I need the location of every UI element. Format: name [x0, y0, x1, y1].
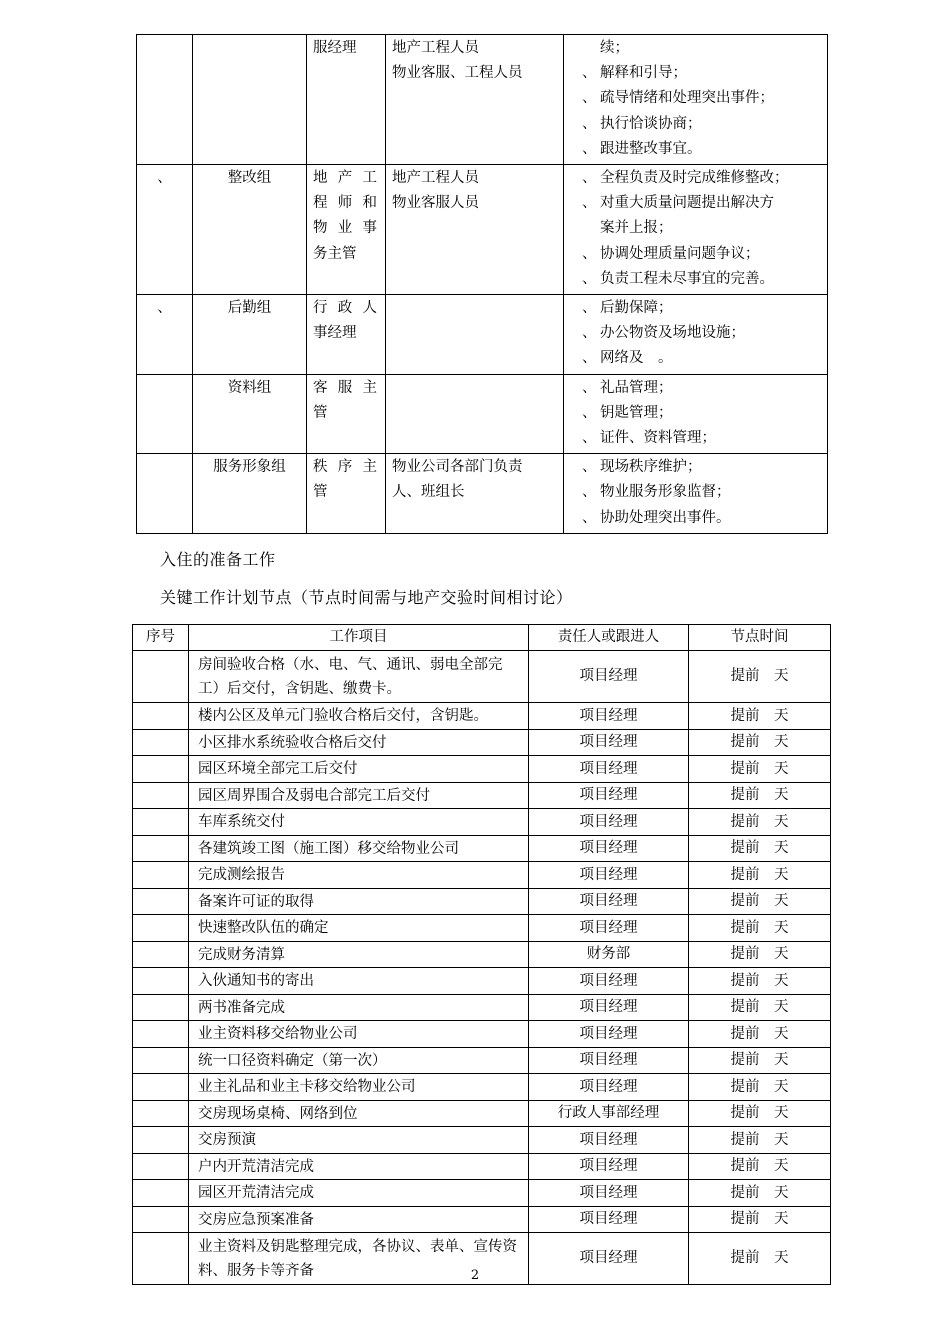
duty-line	[570, 480, 821, 505]
duty-text: 协助处理突出事件。	[600, 509, 731, 526]
table-row	[133, 835, 831, 862]
table-row	[133, 994, 831, 1021]
plan-no-cell	[133, 1047, 189, 1074]
group-leader-cell	[307, 454, 386, 534]
leader-line: 秩序主	[313, 459, 377, 476]
plan-responsible-cell: 项目经理	[529, 729, 689, 756]
group-leader-cell	[307, 165, 386, 295]
group-duties-cell	[564, 374, 828, 454]
plan-time-cell: 提前 天	[689, 994, 831, 1021]
plan-item-cell: 业主礼品和业主卡移交给物业公司	[189, 1074, 529, 1101]
plan-time-cell: 提前 天	[689, 941, 831, 968]
table-row	[133, 1021, 831, 1048]
group-name-cell: 服务形象组	[193, 454, 307, 534]
plan-time-cell: 提前 天	[689, 651, 831, 703]
group-duties-cell	[564, 165, 828, 295]
plan-responsible-cell: 项目经理	[529, 1127, 689, 1154]
duty-marker: 、	[582, 300, 597, 317]
leader-line: 服经理	[313, 40, 357, 56]
duty-line	[570, 376, 821, 401]
table-row	[133, 1127, 831, 1154]
plan-time-cell: 提前 天	[689, 1233, 831, 1285]
duty-line	[570, 242, 821, 267]
table-row	[133, 915, 831, 942]
duty-marker: 、	[582, 325, 597, 342]
plan-item-cell: 业主资料及钥匙整理完成，各协议、表单、宣传资料、服务卡等齐备	[189, 1233, 529, 1285]
member-line: 地产工程人员	[392, 170, 479, 187]
plan-no-cell	[133, 1100, 189, 1127]
duty-text: 解释和引导；	[600, 65, 687, 82]
plan-time-cell: 提前 天	[689, 1021, 831, 1048]
plan-responsible-cell: 项目经理	[529, 809, 689, 836]
group-leader-cell	[307, 374, 386, 454]
duty-marker: 、	[582, 115, 597, 132]
duty-marker: 、	[582, 195, 597, 212]
plan-no-cell	[133, 1074, 189, 1101]
member-line: 物业公司各部门负责	[392, 459, 523, 476]
group-members-cell	[386, 35, 564, 165]
member-line: 人、班组长	[392, 484, 465, 501]
duty-line	[570, 166, 821, 191]
duty-line	[570, 36, 821, 61]
plan-responsible-cell: 项目经理	[529, 1153, 689, 1180]
leader-line: 客服主	[313, 379, 377, 396]
leader-line: 地产工	[313, 170, 377, 187]
group-members-cell	[386, 374, 564, 454]
plan-item-cell: 交房应急预案准备	[189, 1206, 529, 1233]
duty-line	[570, 296, 821, 321]
group-duties-cell	[564, 35, 828, 165]
duty-text: 续；	[600, 40, 629, 56]
table-row	[137, 35, 828, 165]
plan-responsible-cell: 项目经理	[529, 782, 689, 809]
plan-no-cell	[133, 862, 189, 889]
member-line: 地产工程人员	[392, 40, 479, 56]
duty-line	[570, 86, 821, 111]
plan-responsible-cell: 项目经理	[529, 994, 689, 1021]
table-row	[137, 454, 828, 534]
duty-line	[570, 321, 821, 346]
group-members-cell	[386, 295, 564, 375]
plan-responsible-cell: 项目经理	[529, 1021, 689, 1048]
table-row	[137, 374, 828, 454]
plan-no-cell	[133, 1206, 189, 1233]
duty-text: 证件、资料管理；	[600, 430, 716, 447]
plan-time-cell: 提前 天	[689, 888, 831, 915]
group-members-cell	[386, 165, 564, 295]
duty-marker: 、	[582, 379, 597, 396]
plan-item-cell: 车库系统交付	[189, 809, 529, 836]
duty-line	[570, 267, 821, 292]
plan-item-cell: 园区周界围合及弱电合部完工后交付	[189, 782, 529, 809]
plan-responsible-cell: 项目经理	[529, 888, 689, 915]
duty-text: 礼品管理；	[600, 379, 673, 396]
plan-item-cell: 园区环境全部完工后交付	[189, 756, 529, 783]
plan-item-cell: 业主资料移交给物业公司	[189, 1021, 529, 1048]
plan-item-cell: 入伙通知书的寄出	[189, 968, 529, 995]
duty-line	[570, 137, 821, 162]
plan-time-cell: 提前 天	[689, 1206, 831, 1233]
plan-responsible-cell: 项目经理	[529, 703, 689, 730]
plan-responsible-cell: 项目经理	[529, 1047, 689, 1074]
plan-item-cell: 各建筑竣工图（施工图）移交给物业公司	[189, 835, 529, 862]
table-row	[133, 888, 831, 915]
duty-text: 协调处理质量问题争议；	[600, 245, 760, 262]
plan-item-cell: 交房预演	[189, 1127, 529, 1154]
duty-line	[570, 346, 821, 371]
duty-marker: 、	[582, 430, 597, 447]
table-row	[133, 968, 831, 995]
duty-marker: 、	[582, 90, 597, 107]
plan-no-cell	[133, 651, 189, 703]
plan-time-cell: 提前 天	[689, 1153, 831, 1180]
plan-time-cell: 提前 天	[689, 1047, 831, 1074]
group-duties-cell	[564, 295, 828, 375]
duty-marker: 、	[582, 459, 597, 476]
plan-item-cell: 房间验收合格（水、电、气、通讯、弱电全部完工）后交付，含钥匙、缴费卡。	[189, 651, 529, 703]
duty-line	[570, 455, 821, 480]
plan-responsible-cell: 项目经理	[529, 1206, 689, 1233]
table-row	[133, 862, 831, 889]
plan-responsible-cell: 项目经理	[529, 835, 689, 862]
duty-text: 疏导情绪和处理突出事件；	[600, 90, 774, 107]
plan-no-cell	[133, 968, 189, 995]
plan-responsible-cell: 项目经理	[529, 968, 689, 995]
table-row	[133, 1153, 831, 1180]
duty-marker: 、	[582, 350, 597, 367]
page-number: 2	[470, 1268, 480, 1283]
duty-marker: 、	[582, 65, 597, 82]
leader-line: 务主管	[313, 245, 357, 262]
plan-time-cell: 提前 天	[689, 729, 831, 756]
group-name-cell: 整改组	[193, 165, 307, 295]
table-row	[137, 165, 828, 295]
member-line: 物业客服人员	[392, 195, 479, 212]
duty-text: 全程负责及时完成维修整改；	[600, 170, 789, 187]
duty-marker: 、	[582, 509, 597, 526]
plan-time-cell: 提前 天	[689, 809, 831, 836]
duty-marker: 、	[582, 245, 597, 262]
duty-marker: 、	[582, 270, 597, 287]
subsection-heading: 关键工作计划节点（节点时间需与地产交验时间相讨论）	[160, 588, 573, 607]
plan-item-cell: 园区开荒清洁完成	[189, 1180, 529, 1207]
plan-time-cell: 提前 天	[689, 703, 831, 730]
plan-time-cell: 提前 天	[689, 1180, 831, 1207]
plan-item-cell: 楼内公区及单元门验收合格后交付，含钥匙。	[189, 703, 529, 730]
duty-line	[570, 216, 821, 241]
plan-responsible-cell: 财务部	[529, 941, 689, 968]
plan-no-cell	[133, 941, 189, 968]
plan-responsible-cell: 项目经理	[529, 862, 689, 889]
plan-item-cell: 快速整改队伍的确定	[189, 915, 529, 942]
table-row	[133, 1100, 831, 1127]
plan-item-cell: 备案许可证的取得	[189, 888, 529, 915]
member-line: 物业客服、工程人员	[392, 65, 523, 82]
plan-no-cell	[133, 729, 189, 756]
plan-no-cell	[133, 703, 189, 730]
group-name-cell: 后勤组	[193, 295, 307, 375]
header-responsible: 责任人或跟进人	[529, 625, 689, 651]
duty-text: 对重大质量问题提出解决方	[600, 195, 774, 212]
table-row	[133, 941, 831, 968]
header-no: 序号	[133, 625, 189, 651]
plan-item-cell: 小区排水系统验收合格后交付	[189, 729, 529, 756]
table-row	[133, 1047, 831, 1074]
work-plan-table	[132, 624, 831, 1285]
row-number-cell	[137, 374, 193, 454]
plan-no-cell	[133, 835, 189, 862]
duty-line	[570, 61, 821, 86]
table-row	[133, 809, 831, 836]
plan-item-cell: 两书准备完成	[189, 994, 529, 1021]
plan-time-cell: 提前 天	[689, 835, 831, 862]
plan-time-cell: 提前 天	[689, 862, 831, 889]
leader-line: 管	[313, 484, 328, 501]
table-row	[133, 1180, 831, 1207]
plan-no-cell	[133, 1127, 189, 1154]
table-row	[137, 295, 828, 375]
plan-responsible-cell: 项目经理	[529, 1233, 689, 1285]
row-number-cell	[137, 454, 193, 534]
header-time: 节点时间	[689, 625, 831, 651]
duty-text: 负责工程未尽事宜的完善。	[600, 270, 774, 287]
duty-text: 案并上报；	[600, 220, 673, 237]
group-leader-cell	[307, 35, 386, 165]
table-row	[133, 756, 831, 783]
group-name-cell	[193, 35, 307, 165]
plan-time-cell: 提前 天	[689, 968, 831, 995]
plan-no-cell	[133, 782, 189, 809]
plan-time-cell: 提前 天	[689, 1100, 831, 1127]
plan-item-cell: 完成财务清算	[189, 941, 529, 968]
plan-no-cell	[133, 809, 189, 836]
plan-time-cell: 提前 天	[689, 756, 831, 783]
duty-line	[570, 506, 821, 531]
duty-line	[570, 112, 821, 137]
plan-no-cell	[133, 888, 189, 915]
plan-item-cell: 交房现场桌椅、网络到位	[189, 1100, 529, 1127]
group-duties-cell	[564, 454, 828, 534]
table-header-row	[133, 625, 831, 651]
plan-time-cell: 提前 天	[689, 915, 831, 942]
plan-time-cell: 提前 天	[689, 1127, 831, 1154]
plan-responsible-cell: 行政人事部经理	[529, 1100, 689, 1127]
plan-responsible-cell: 项目经理	[529, 1074, 689, 1101]
row-number-cell: 、	[137, 295, 193, 375]
leader-line: 程师和	[313, 195, 377, 212]
plan-no-cell	[133, 915, 189, 942]
duty-text: 物业服务形象监督；	[600, 484, 731, 501]
duty-text: 后勤保障；	[600, 300, 673, 317]
plan-no-cell	[133, 1153, 189, 1180]
table-row	[133, 1206, 831, 1233]
duty-text: 钥匙管理；	[600, 404, 673, 421]
row-number-cell: 、	[137, 165, 193, 295]
plan-time-cell: 提前 天	[689, 782, 831, 809]
leader-line: 物业事	[313, 220, 377, 237]
duty-line	[570, 401, 821, 426]
plan-time-cell: 提前 天	[689, 1074, 831, 1101]
plan-responsible-cell: 项目经理	[529, 756, 689, 783]
table-row	[133, 782, 831, 809]
duty-marker: 、	[582, 140, 597, 157]
duty-line	[570, 191, 821, 216]
plan-no-cell	[133, 994, 189, 1021]
leader-line: 管	[313, 404, 328, 421]
section-heading: 入住的准备工作	[160, 550, 276, 569]
leader-line: 事经理	[313, 325, 357, 342]
group-leader-cell	[307, 295, 386, 375]
table-row	[133, 729, 831, 756]
plan-item-cell: 户内开荒清洁完成	[189, 1153, 529, 1180]
plan-no-cell	[133, 1021, 189, 1048]
table-row	[133, 703, 831, 730]
organization-duty-table	[136, 34, 828, 534]
plan-item-cell: 统一口径资料确定（第一次）	[189, 1047, 529, 1074]
duty-marker: 、	[582, 404, 597, 421]
duty-marker: 、	[582, 170, 597, 187]
duty-text: 网络及 。	[600, 350, 673, 367]
plan-responsible-cell: 项目经理	[529, 915, 689, 942]
row-number-cell	[137, 35, 193, 165]
plan-responsible-cell: 项目经理	[529, 651, 689, 703]
duty-text: 执行恰谈协商；	[600, 115, 702, 132]
plan-responsible-cell: 项目经理	[529, 1180, 689, 1207]
duty-text: 办公物资及场地设施；	[600, 325, 745, 342]
table-row	[133, 651, 831, 703]
plan-no-cell	[133, 756, 189, 783]
group-name-cell: 资料组	[193, 374, 307, 454]
plan-item-cell: 完成测绘报告	[189, 862, 529, 889]
group-members-cell	[386, 454, 564, 534]
header-item: 工作项目	[189, 625, 529, 651]
duty-text: 现场秩序维护；	[600, 459, 702, 476]
leader-line: 行政人	[313, 300, 377, 317]
table-row	[133, 1074, 831, 1101]
plan-no-cell	[133, 1180, 189, 1207]
duty-text: 跟进整改事宜。	[600, 140, 702, 157]
duty-line	[570, 426, 821, 451]
duty-marker: 、	[582, 484, 597, 501]
